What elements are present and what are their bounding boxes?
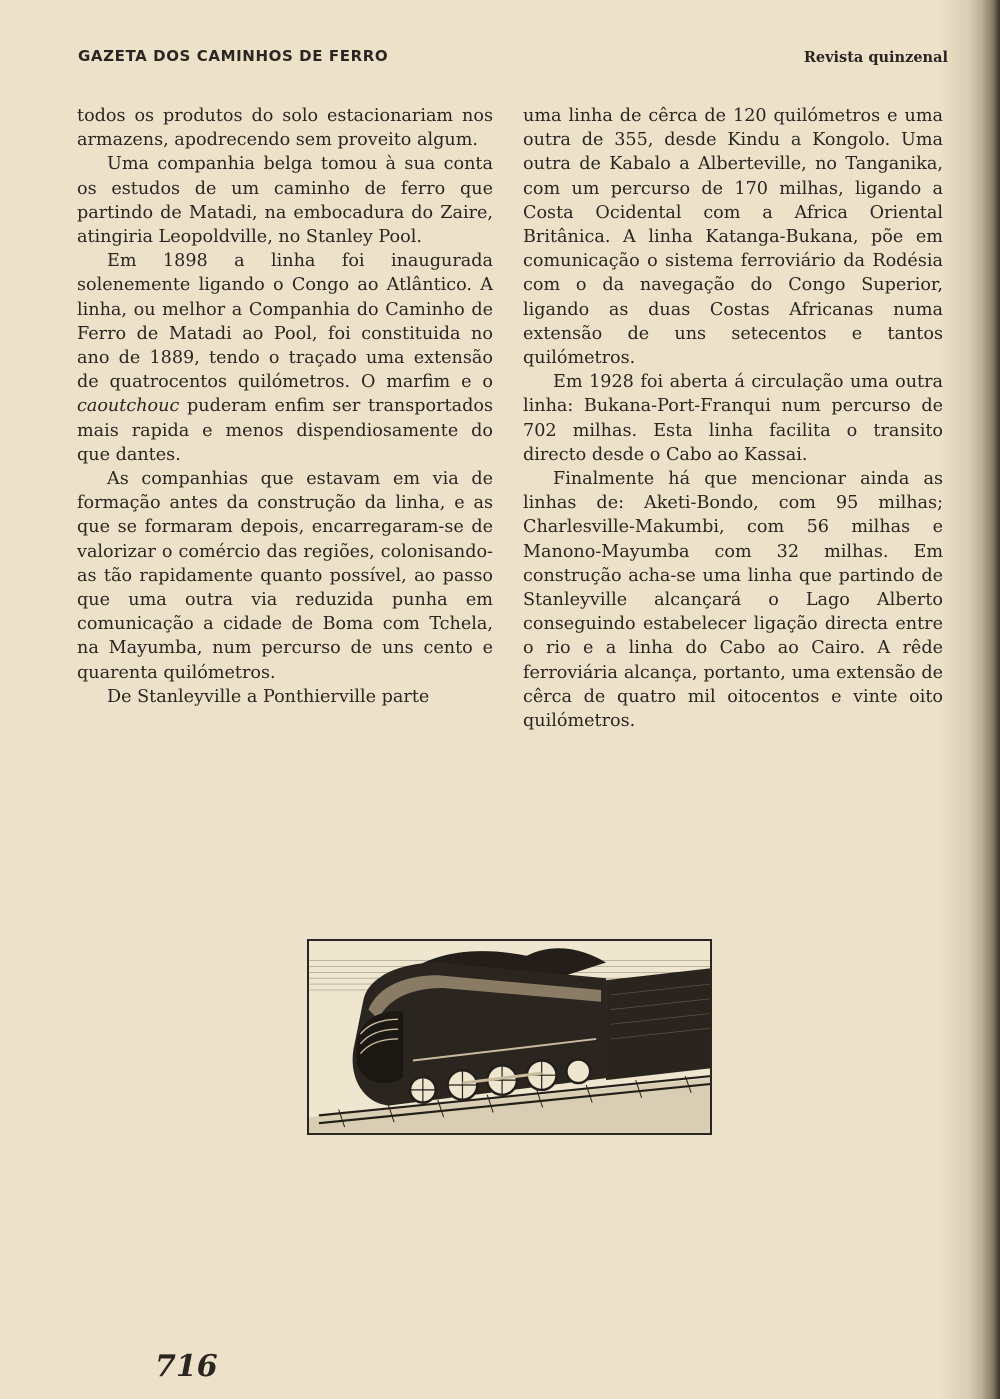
paragraph-text: Em 1898 a linha foi inaugurada solenemente ligando o Congo ao Atlântico. A linha, ou melhor a Companhia do Caminho de Ferro de Matadi ao Pool, foi constituida no ano de 1889, tendo o traçado uma extensão de quatrocentos quilómetros. O marfim e o	[77, 251, 493, 393]
streamlined-locomotive-icon	[309, 941, 710, 1133]
italic-term: caoutchouc	[77, 396, 180, 417]
page-number: 716	[155, 1349, 218, 1384]
paragraph: Uma companhia belga tomou à sua conta os estudos de um caminho de ferro que partindo de Matadi, na embocadura do Zaire, atingiria Leopoldville, no Stanley Pool.	[77, 154, 493, 248]
paragraph: todos os produtos do solo estacionariam nos armazens, apodrecendo sem proveito algum.	[77, 106, 493, 151]
paragraph: Em 1928 foi aberta á circulação uma outra linha: Bukana-Port-Franqui num percurso de 702 milhas. Esta linha facilita o transito directo desde o Cabo ao Kassai.	[523, 372, 943, 465]
paragraph: uma linha de cêrca de 120 quilómetros e uma outra de 355, desde Kindu a Kongolo. Uma outra de Kabalo a Alberteville, no Tanganika, com um percurso de 170 milhas, ligando a Costa Ocidental com a Africa Oriental Britânica. A linha Katanga-Bukana, põe em comunicação o sistema ferroviário da Rodésia com o da navegação do Congo Superior, ligando as duas Costas Africanas numa extensão de uns setecentos e tantos quilómetros.	[523, 106, 943, 369]
publication-subtitle: Revista quinzenal	[803, 49, 948, 66]
paragraph: As companhias que estavam em via de formação antes da construção da linha, e as que se formaram depois, encarregaram-se de valorizar o comércio das regiões, colonisando-as tão rapidamente quanto possível, ao passo que uma outra via reduzida punha em comunicação a cidade de Boma com Tchela, na Mayumba, num percurso de uns cento e quarenta quilómetros.	[77, 469, 493, 683]
paragraph: De Stanleyville a Ponthierville parte	[107, 686, 430, 707]
left-text-column	[77, 104, 493, 709]
page-edge-shadow	[982, 0, 1000, 1399]
right-text-column	[523, 104, 943, 733]
publication-title: GAZETA DOS CAMINHOS DE FERRO	[78, 47, 389, 65]
paragraph: Finalmente há que mencionar ainda as linhas de: Aketi-Bondo, com 95 milhas; Charlesville-Makumbi, com 56 milhas e Manono-Mayumba com 32 milhas. Em construção acha-se uma linha que partindo de Stanleyville alcançará o Lago Alberto conseguindo estabelecer ligação directa entre o rio e a linha do Cabo ao Cairo. A rêde ferroviária alcança, portanto, uma extensão de cêrca de quatro mil oitocentos e vinte oito quilómetros.	[523, 469, 943, 732]
paragraph	[77, 249, 493, 467]
paragraph-text: puderam enfim ser transportados mais rapida e menos dispendiosamente do que dantes.	[77, 396, 493, 465]
locomotive-illustration	[307, 939, 712, 1135]
